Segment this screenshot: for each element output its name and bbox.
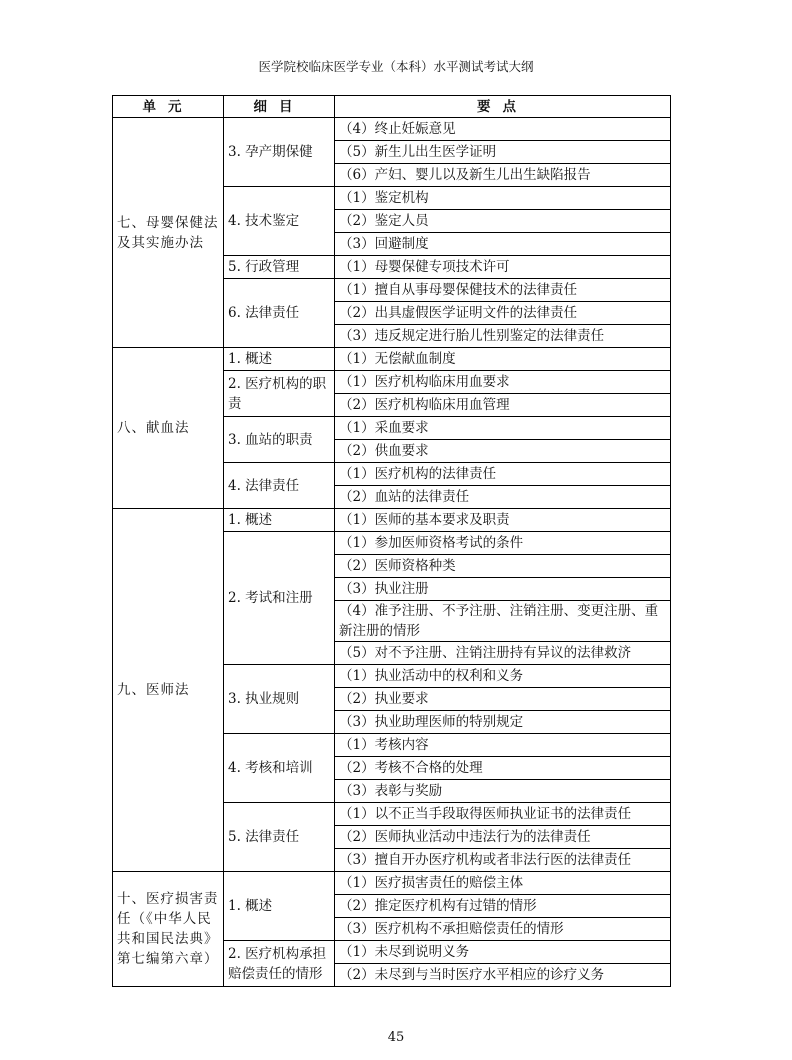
table-row (113, 509, 671, 532)
column-header-item: 细目 (224, 96, 335, 118)
point-cell: （2）未尽到与当时医疗水平相应的诊疗义务 (335, 964, 671, 987)
column-header-unit: 单元 (113, 96, 224, 118)
point-cell: （1）未尽到说明义务 (335, 941, 671, 964)
item-cell: 4. 考核和培训 (224, 734, 335, 803)
point-cell: （6）产妇、婴儿以及新生儿出生缺陷报告 (335, 164, 671, 187)
item-cell: 2. 医疗机构的职责 (224, 371, 335, 417)
point-cell: （1）参加医师资格考试的条件 (335, 532, 671, 555)
point-cell: （1）医疗机构临床用血要求 (335, 371, 671, 394)
point-cell: （5）新生儿出生医学证明 (335, 141, 671, 164)
point-cell: （4）准予注册、不予注册、注销注册、变更注册、重新注册的情形 (335, 601, 671, 642)
item-cell: 1. 概述 (224, 509, 335, 532)
table-header-row (113, 96, 671, 118)
point-cell: （1）医师的基本要求及职责 (335, 509, 671, 532)
point-cell: （2）医师资格种类 (335, 555, 671, 578)
point-cell: （3）回避制度 (335, 233, 671, 256)
point-cell: （2）血站的法律责任 (335, 486, 671, 509)
point-cell: （1）执业活动中的权利和义务 (335, 665, 671, 688)
point-cell: （1）以不正当手段取得医师执业证书的法律责任 (335, 803, 671, 826)
point-cell: （1）考核内容 (335, 734, 671, 757)
unit-cell: 八、献血法 (113, 348, 224, 509)
item-cell: 1. 概述 (224, 872, 335, 941)
point-cell: （2）鉴定人员 (335, 210, 671, 233)
column-header-point: 要点 (335, 96, 671, 118)
item-cell: 4. 技术鉴定 (224, 187, 335, 256)
point-cell: （3）执业助理医师的特别规定 (335, 711, 671, 734)
point-cell: （2）推定医疗机构有过错的情形 (335, 895, 671, 918)
point-cell: （1）医疗机构的法律责任 (335, 463, 671, 486)
item-cell: 1. 概述 (224, 348, 335, 371)
item-cell: 3. 血站的职责 (224, 417, 335, 463)
item-cell: 5. 法律责任 (224, 803, 335, 872)
item-cell: 5. 行政管理 (224, 256, 335, 279)
item-cell: 6. 法律责任 (224, 279, 335, 348)
point-cell: （3）医疗机构不承担赔偿责任的情形 (335, 918, 671, 941)
point-cell: （2）医师执业活动中违法行为的法律责任 (335, 826, 671, 849)
point-cell: （1）擅自从事母婴保健技术的法律责任 (335, 279, 671, 302)
point-cell: （1）无偿献血制度 (335, 348, 671, 371)
unit-cell: 十、医疗损害责任（《中华人民共和国民法典》第七编第六章） (113, 872, 224, 987)
item-cell: 2. 医疗机构承担赔偿责任的情形 (224, 941, 335, 987)
point-cell: （2）执业要求 (335, 688, 671, 711)
table-row (113, 872, 671, 895)
point-cell: （2）供血要求 (335, 440, 671, 463)
point-cell: （1）母婴保健专项技术许可 (335, 256, 671, 279)
point-cell: （1）医疗损害责任的赔偿主体 (335, 872, 671, 895)
point-cell: （4）终止妊娠意见 (335, 118, 671, 141)
point-cell: （3）擅自开办医疗机构或者非法行医的法律责任 (335, 849, 671, 872)
table-row (113, 118, 671, 141)
outline-table (112, 95, 671, 987)
item-cell: 4. 法律责任 (224, 463, 335, 509)
unit-cell: 九、医师法 (113, 509, 224, 872)
page-header: 医学院校临床医学专业（本科）水平测试考试大纲 (258, 59, 534, 74)
item-cell: 2. 考试和注册 (224, 532, 335, 665)
table-row (113, 348, 671, 371)
point-cell: （2）出具虚假医学证明文件的法律责任 (335, 302, 671, 325)
point-cell: （5）对不予注册、注销注册持有异议的法律救济 (335, 642, 671, 665)
point-cell: （1）采血要求 (335, 417, 671, 440)
point-cell: （2）医疗机构临床用血管理 (335, 394, 671, 417)
point-cell: （3）表彰与奖励 (335, 780, 671, 803)
point-cell: （1）鉴定机构 (335, 187, 671, 210)
unit-cell: 七、母婴保健法及其实施办法 (113, 118, 224, 348)
point-cell: （3）执业注册 (335, 578, 671, 601)
item-cell: 3. 孕产期保健 (224, 118, 335, 187)
point-cell: （3）违反规定进行胎儿性别鉴定的法律责任 (335, 325, 671, 348)
page-number: 45 (387, 1030, 405, 1045)
item-cell: 3. 执业规则 (224, 665, 335, 734)
point-cell: （2）考核不合格的处理 (335, 757, 671, 780)
